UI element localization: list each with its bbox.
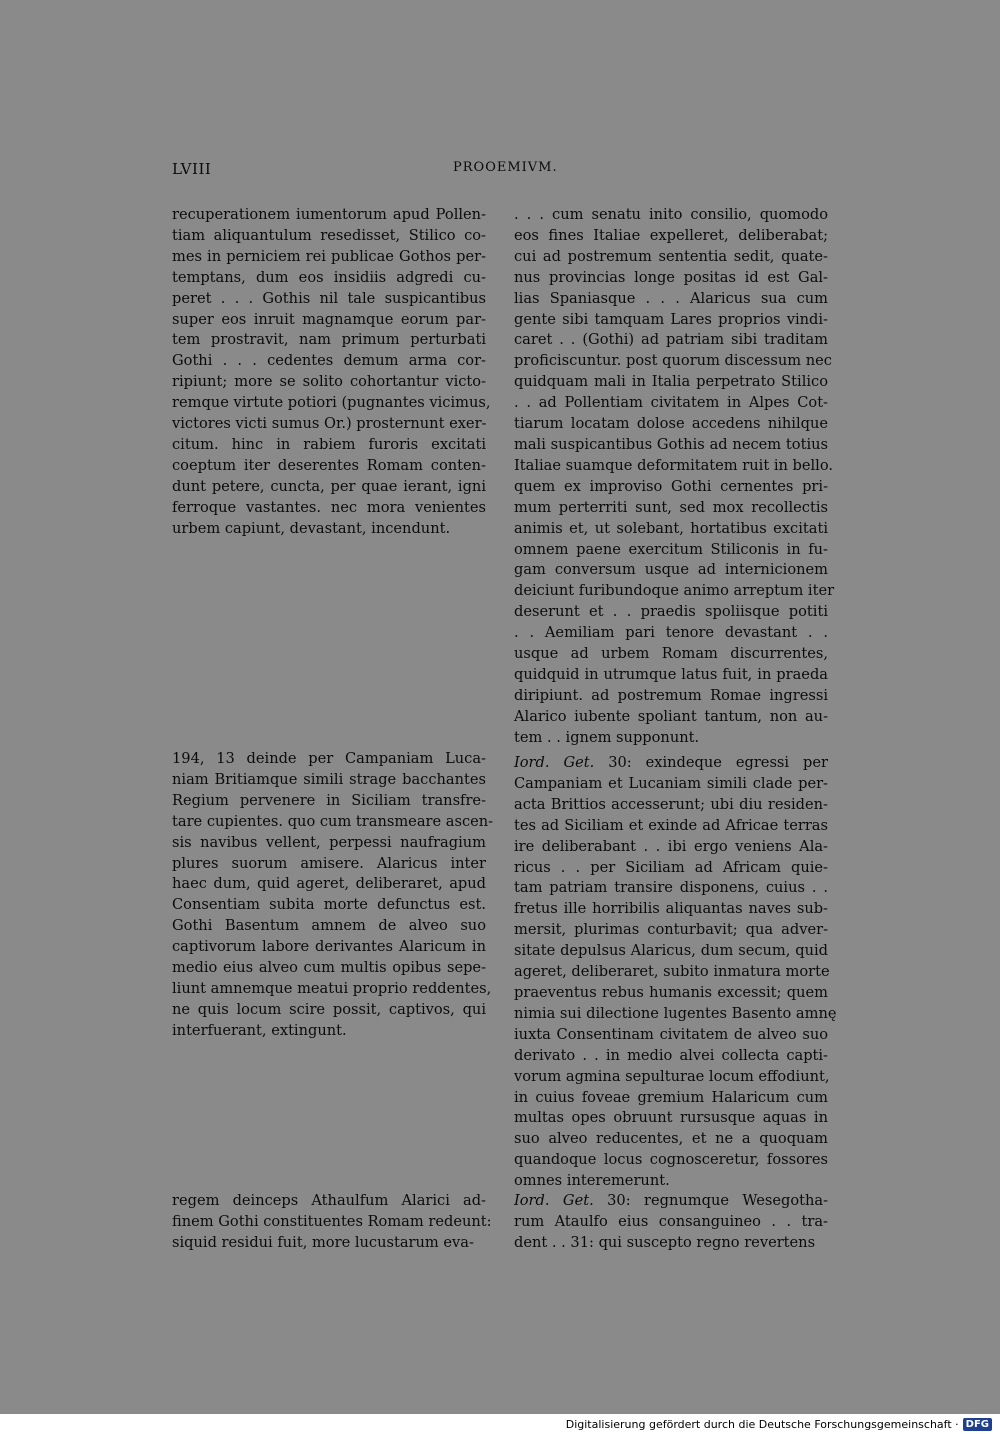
text-line: Gothi Basentum amnem de alveo suo: [172, 917, 486, 935]
text-line: temptans, dum eos insidiis adgredi cu-: [172, 268, 486, 286]
text-line: Campaniam et Lucaniam simili clade per-: [514, 774, 828, 792]
dfg-logo: DFG: [963, 1418, 992, 1431]
text-line: animis et, ut solebant, hortatibus excitati: [514, 519, 828, 537]
text-line: deiciunt furibundoque animo arreptum iter: [514, 582, 835, 600]
text-line: recuperationem iumentorum apud Pollen-: [172, 206, 486, 223]
text-line: suo alveo reducentes, et ne a quoquam: [514, 1130, 828, 1148]
text-line: Gothi . . . cedentes demum arma cor-: [172, 352, 486, 370]
left-text-block: [172, 205, 491, 540]
citation: Iord. Get.: [514, 754, 595, 771]
text-line: Consentiam subita morte defunctus est.: [172, 896, 486, 914]
text-line: captivorum labore derivantes Alaricum in: [172, 938, 486, 956]
right-text-block: [514, 1191, 828, 1254]
text-line: gente sibi tamquam Lares proprios vindi-: [514, 310, 828, 328]
footer-bar: [0, 1414, 1000, 1434]
text-line: mali suspicantibus Gothis ad necem totius: [514, 435, 828, 453]
page-number: LVIII: [172, 160, 212, 178]
text-line: 194, 13 deinde per Campaniam Luca-: [172, 750, 486, 767]
text-line: urbem capiunt, devastant, incendunt.: [172, 519, 451, 537]
text-line: nimia sui dilectione lugentes Basento amnę: [514, 1004, 837, 1022]
citation: Iord. Get.: [514, 1192, 594, 1209]
text-line: tam patriam transire disponens, cuius . .: [514, 879, 828, 897]
text-line: dunt petere, cuncta, per quae ierant, igni: [172, 477, 486, 495]
text-line: proficiscuntur. post quorum discessum nec: [514, 352, 832, 370]
text-line: dent . . 31: qui suscepto regno revertens: [514, 1233, 816, 1251]
left-text-block: [172, 1191, 492, 1254]
text-line: diripiunt. ad postremum Romae ingressi: [514, 686, 828, 704]
text-line: . . Aemiliam pari tenore devastant . .: [514, 624, 828, 642]
text-line: omnem paene exercitum Stiliconis in fu-: [514, 540, 828, 558]
text-line: quidquam mali in Italia perpetrato Stilico: [514, 373, 828, 391]
text-line: cui ad postremum sententia sedit, quate-: [514, 247, 828, 265]
text-line: . . . cum senatu inito consilio, quomodo: [514, 206, 828, 223]
text-line: ricus . . per Siciliam ad Africam quie-: [514, 858, 828, 876]
text-line: niam Britiamque simili strage bacchantes: [172, 770, 486, 788]
text-line: nus provincias longe positas id est Gal-: [514, 268, 828, 286]
footer-credit: Digitalisierung gefördert durch die Deutsche Forschungsgemeinschaft ·: [565, 1417, 959, 1431]
text-line: derivato . . in medio alvei collecta capti-: [514, 1046, 828, 1064]
text-line: plures suorum amisere. Alaricus inter: [172, 854, 486, 872]
text-line: ripiunt; more se solito cohortantur victo-: [172, 373, 486, 391]
text-line: mes in perniciem rei publicae Gothos per-: [172, 247, 486, 265]
text-line: quem ex improviso Gothi cernentes pri-: [514, 477, 828, 495]
text-line: tare cupientes. quo cum transmeare ascen-: [172, 812, 494, 830]
text-line: siquid residui fuit, more lucustarum eva-: [172, 1233, 474, 1251]
text-line: tes ad Siciliam et exinde ad Africae terras: [514, 816, 828, 834]
text-line: tiarum locatam dolose accedens nihilque: [514, 415, 828, 433]
text-line: medio eius alveo cum multis opibus sepe-: [172, 959, 486, 977]
text-line: eos fines Italiae expelleret, deliberabat;: [514, 226, 828, 244]
text-line: citum. hinc in rabiem furoris excitati: [172, 435, 486, 453]
left-text-block: [172, 749, 494, 1042]
text-line: interfuerant, extingunt.: [172, 1021, 347, 1039]
text-line: iuxta Consentinam civitatem de alveo suo: [514, 1025, 828, 1043]
text-line: fretus ille horribilis aliquantas naves sub-: [514, 900, 828, 918]
text-line: Italiae suamque deformitatem ruit in bello.: [514, 456, 834, 474]
text-line: rum Ataulfo eius consanguineo . . tra-: [514, 1212, 828, 1230]
text-line: tem . . ignem supponunt.: [514, 728, 700, 746]
text-line: Regium pervenere in Siciliam transfre-: [172, 791, 486, 809]
text-line: coeptum iter deserentes Romam conten-: [172, 456, 486, 474]
right-text-block: [514, 753, 837, 1192]
text-line: Iord. Get. 30: exindeque egressi per: [514, 754, 828, 771]
text-line: lias Spaniasque . . . Alaricus sua cum: [514, 289, 828, 307]
text-line: regem deinceps Athaulfum Alarici ad-: [172, 1192, 486, 1209]
text-line: acta Brittios accesserunt; ubi diu residen-: [514, 795, 828, 813]
text-line: gam conversum usque ad internicionem: [514, 561, 828, 579]
text-line: ne quis locum scire possit, captivos, qui: [172, 1000, 486, 1018]
text-line: victores victi sumus Or.) prosternunt exer-: [172, 415, 487, 433]
text-line: finem Gothi constituentes Romam redeunt:: [172, 1212, 492, 1230]
text-line: in cuius foveae gremium Halaricum cum: [514, 1088, 828, 1106]
text-line: omnes interemerunt.: [514, 1172, 670, 1190]
text-line: multas opes obruunt rursusque aquas in: [514, 1109, 828, 1127]
text-line: super eos inruit magnamque eorum par-: [172, 310, 486, 328]
text-line: tem prostravit, nam primum perturbati: [172, 331, 486, 349]
text-line: quidquid in utrumque latus fuit, in praeda: [514, 665, 828, 683]
text-line: mum perterriti sunt, sed mox recollectis: [514, 498, 828, 516]
text-line: . . ad Pollentiam civitatem in Alpes Cot-: [514, 394, 828, 412]
text-line: sitate depulsus Alaricus, dum secum, quid: [514, 942, 828, 960]
text-line: liunt amnemque meatui proprio reddentes,: [172, 979, 492, 997]
running-title: PROOEMIVM.: [453, 160, 558, 175]
text-line: sis navibus vellent, perpessi naufragium: [172, 833, 486, 851]
text-line: Iord. Get. 30: regnumque Wesegotha-: [514, 1192, 828, 1209]
text-line: peret . . . Gothis nil tale suspicantibus: [172, 289, 486, 307]
text-line: ferroque vastantes. nec mora venientes: [172, 498, 486, 516]
text-line: usque ad urbem Romam discurrentes,: [514, 645, 828, 663]
text-line: vorum agmina sepulturae locum effodiunt,: [514, 1067, 830, 1085]
text-line: caret . . (Gothi) ad patriam sibi traditam: [514, 331, 828, 349]
text-line: deserunt et . . praedis spoliisque potiti: [514, 603, 828, 621]
text-line: ageret, deliberaret, subito inmatura morte: [514, 963, 830, 981]
text-line: Alarico iubente spoliant tantum, non au-: [514, 707, 828, 725]
text-line: haec dum, quid ageret, deliberaret, apud: [172, 875, 486, 893]
text-line: tiam aliquantulum resedisset, Stilico co-: [172, 226, 486, 244]
text-line: ire deliberabant . . ibi ergo veniens Ala-: [514, 837, 828, 855]
right-text-block: [514, 205, 835, 749]
text-line: remque virtute potiori (pugnantes vicimus,: [172, 394, 491, 412]
text-line: mersit, plurimas conturbavit; qua adver-: [514, 921, 828, 939]
text-line: quandoque locus cognosceretur, fossores: [514, 1151, 828, 1169]
text-line: praeventus rebus humanis excessit; quem: [514, 983, 828, 1001]
